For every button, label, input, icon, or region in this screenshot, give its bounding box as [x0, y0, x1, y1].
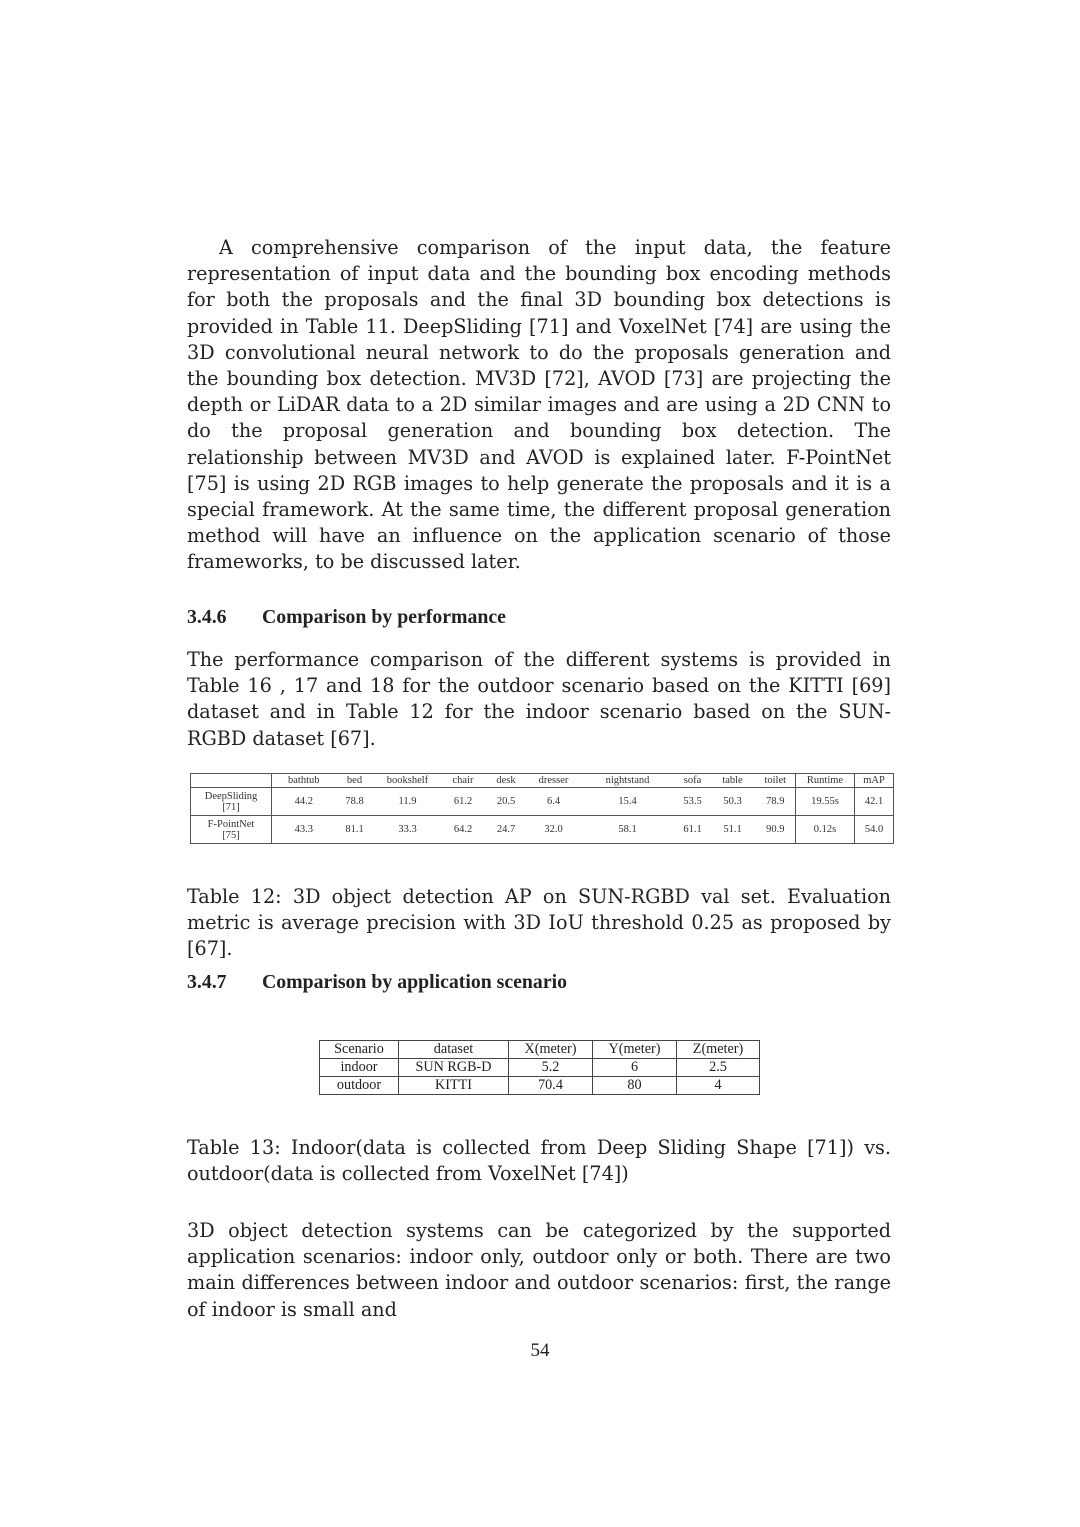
value-cell: 32.0: [528, 816, 580, 844]
value-cell: 90.9: [756, 816, 796, 844]
header-cell: Runtime: [796, 774, 855, 788]
header-cell: bookshelf: [374, 774, 442, 788]
method-name: F-PointNet: [207, 818, 255, 830]
value-cell: 20.5: [496, 796, 516, 807]
method-name: DeepSliding: [204, 790, 258, 802]
method-cell: [191, 788, 272, 816]
value-cell: 61.2: [453, 796, 473, 807]
intro-paragraph: A comprehensive comparison of the input data, the feature representation of input data and the bounding box encoding methods for both the proposals and the final 3D bounding box detections is provided in Table 11. DeepSliding [71] and VoxelNet [74] are using the 3D convolutional neural network to do the proposals generation and the bounding box detection. MV3D [72], AVOD [73] are projecting the depth or LiDAR data to a 2D similar images and are using a 2D CNN to do the proposal generation and bounding box detection. The relationship between MV3D and AVOD is explained later. F-PointNet [75] is using 2D RGB images to help generate the proposals and it is a special framework. At the same time, the different proposal generation method will have an influence on the application scenario of those frameworks, to be discussed later.: [187, 236, 891, 574]
value-cell: 61.1: [676, 816, 710, 844]
value-cell: 15.4: [618, 796, 637, 807]
section-title: Comparison by performance: [262, 606, 506, 628]
value-cell: 64.2: [442, 816, 485, 844]
value-cell: 11.9: [398, 796, 417, 807]
map-cell: 54.0: [855, 816, 894, 844]
dataset-cell: KITTI: [399, 1077, 509, 1095]
section-heading-3-4-6: [187, 606, 506, 629]
runtime-cell: 0.12s: [796, 816, 855, 844]
header-cell: table: [710, 774, 756, 788]
scenario-cell: indoor: [320, 1059, 399, 1077]
map-cell: 42.1: [855, 788, 894, 816]
header-cell: chair: [442, 774, 485, 788]
header-cell: X(meter): [509, 1041, 593, 1059]
value-cell: 6: [593, 1059, 677, 1077]
page-number: 54: [530, 1340, 550, 1361]
header-cell: sofa: [676, 774, 710, 788]
header-cell: Z(meter): [677, 1041, 760, 1059]
value-cell: 81.1: [336, 816, 374, 844]
header-cell: mAP: [855, 774, 894, 788]
header-cell: nightstand: [580, 774, 676, 788]
table-row: [320, 1077, 760, 1095]
value-cell: 2.5: [677, 1059, 760, 1077]
value-cell: 24.7: [485, 816, 528, 844]
table-12: [190, 773, 894, 844]
header-cell: dresser: [528, 774, 580, 788]
section-title: Comparison by application scenario: [262, 971, 567, 993]
table-row: [191, 816, 894, 844]
value-cell: 78.8: [345, 796, 364, 807]
table-12-caption: Table 12: 3D object detection AP on SUN-RGBD val set. Evaluation metric is average precision with 3D IoU threshold 0.25 as proposed by [67].: [187, 885, 891, 961]
table-row: [191, 788, 894, 816]
dataset-cell: SUN RGB-D: [399, 1059, 509, 1077]
value-cell: 50.3: [723, 796, 742, 807]
value-cell: 70.4: [509, 1077, 593, 1095]
closing-paragraph: 3D object detection systems can be categorized by the supported application scenarios: indoor only, outdoor only or both. There are two main differences between indoor and outdoor scenarios: first, the range of indoor is small and: [187, 1219, 891, 1321]
method-ref: [71]: [222, 801, 240, 813]
header-cell: bed: [336, 774, 374, 788]
table-header-row: [320, 1041, 760, 1059]
header-cell: Y(meter): [593, 1041, 677, 1059]
header-cell: toilet: [756, 774, 796, 788]
method-ref: [75]: [222, 829, 240, 841]
header-cell: Scenario: [320, 1041, 399, 1059]
value-cell: 33.3: [374, 816, 442, 844]
table-row: [320, 1059, 760, 1077]
header-cell: desk: [485, 774, 528, 788]
section-number: 3.4.7: [187, 971, 227, 993]
header-cell: bathtub: [272, 774, 336, 788]
value-cell: 78.9: [766, 796, 785, 807]
value-cell: 6.4: [546, 796, 561, 807]
value-cell: 80: [593, 1077, 677, 1095]
value-cell: 53.5: [683, 796, 702, 807]
header-cell: dataset: [399, 1041, 509, 1059]
value-cell: 51.1: [710, 816, 756, 844]
value-cell: 4: [677, 1077, 760, 1095]
section-heading-3-4-7: [187, 971, 567, 994]
performance-paragraph: The performance comparison of the different systems is provided in Table 16 , 17 and 18 for the outdoor scenario based on the KITTI [69] dataset and in Table 12 for the indoor scenario based on the SUN-RGBD dataset [67].: [187, 648, 891, 750]
header-cell-empty: [191, 774, 272, 788]
value-cell: 43.3: [272, 816, 336, 844]
value-cell: 58.1: [580, 816, 676, 844]
value-cell: 44.2: [272, 788, 336, 816]
table-13-caption: Table 13: Indoor(data is collected from Deep Sliding Shape [71]) vs. outdoor(data is collected from VoxelNet [74]): [187, 1136, 891, 1186]
runtime-cell: 19.55s: [796, 788, 855, 816]
method-cell: [191, 816, 272, 844]
table-header-row: [191, 774, 894, 788]
table-13: [319, 1040, 760, 1095]
section-number: 3.4.6: [187, 606, 227, 628]
scenario-cell: outdoor: [320, 1077, 399, 1095]
value-cell: 5.2: [509, 1059, 593, 1077]
